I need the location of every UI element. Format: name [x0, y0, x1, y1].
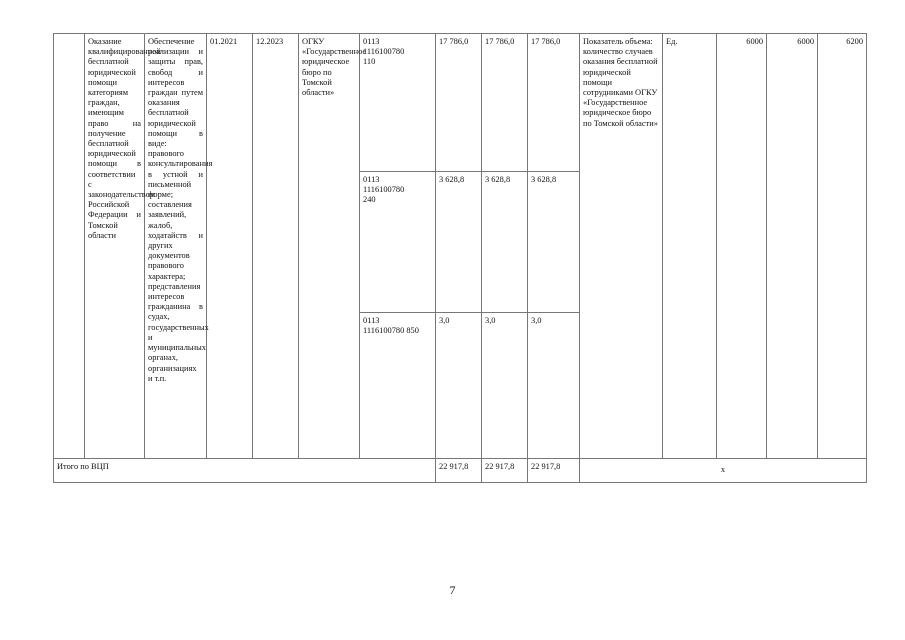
amount-cell: 3 628,8	[482, 172, 528, 313]
total-mark-cell: x	[580, 459, 867, 483]
kbk-code-cell: 0113 1116100780 110	[360, 34, 436, 172]
end-date-cell: 12.2023	[253, 34, 299, 459]
start-date-cell: 01.2021	[207, 34, 253, 459]
total-row	[54, 459, 867, 483]
executor-cell: ОГКУ «Государственное юридическое бюро по Томской области»	[299, 34, 360, 459]
amount-cell: 3 628,8	[436, 172, 482, 313]
table-row	[54, 34, 867, 172]
kbk-code-cell: 0113 1116100780 240	[360, 172, 436, 313]
amount-cell: 17 786,0	[528, 34, 580, 172]
amount-cell: 17 786,0	[436, 34, 482, 172]
target-value-cell: 6000	[767, 34, 818, 459]
event-name-cell: Оказание квалифицированной бесплатной юридической помощи категориям граждан, имеющим право на получение бесплатной юридической помощи в соответствии с законодательством Российской Федерации и Томской области	[85, 34, 145, 459]
amount-cell: 3,0	[528, 313, 580, 459]
total-amount-cell: 22 917,8	[528, 459, 580, 483]
total-amount-cell: 22 917,8	[436, 459, 482, 483]
indicator-cell: Показатель объема: количество случаев оказания бесплатной юридической помощи сотрудниками ОГКУ «Государственное юридическое бюро по Томской области»	[580, 34, 663, 459]
amount-cell: 3 628,8	[528, 172, 580, 313]
unit-cell: Ед.	[663, 34, 717, 459]
budget-table	[53, 33, 867, 483]
kbk-code-cell: 0113 1116100780 850	[360, 313, 436, 459]
total-amount-cell: 22 917,8	[482, 459, 528, 483]
empty-cell	[54, 34, 85, 459]
page-number: 7	[449, 583, 456, 597]
event-content-cell: Обеспечение реализации и защиты прав, свобод и интересов граждан путем оказания бесплатной юридической помощи в виде: правового консультирования в устной и письменной форме; составления заявлений, жалоб, ходатайств и других документов правового характера; представления интересов гражданина в судах, государственных и муниципальных органах, организациях и т.п.	[145, 34, 207, 459]
amount-cell: 3,0	[436, 313, 482, 459]
amount-cell: 3,0	[482, 313, 528, 459]
target-value-cell: 6000	[717, 34, 767, 459]
amount-cell: 17 786,0	[482, 34, 528, 172]
target-value-cell: 6200	[818, 34, 867, 459]
total-label-cell: Итого по ВЦП	[54, 459, 436, 483]
